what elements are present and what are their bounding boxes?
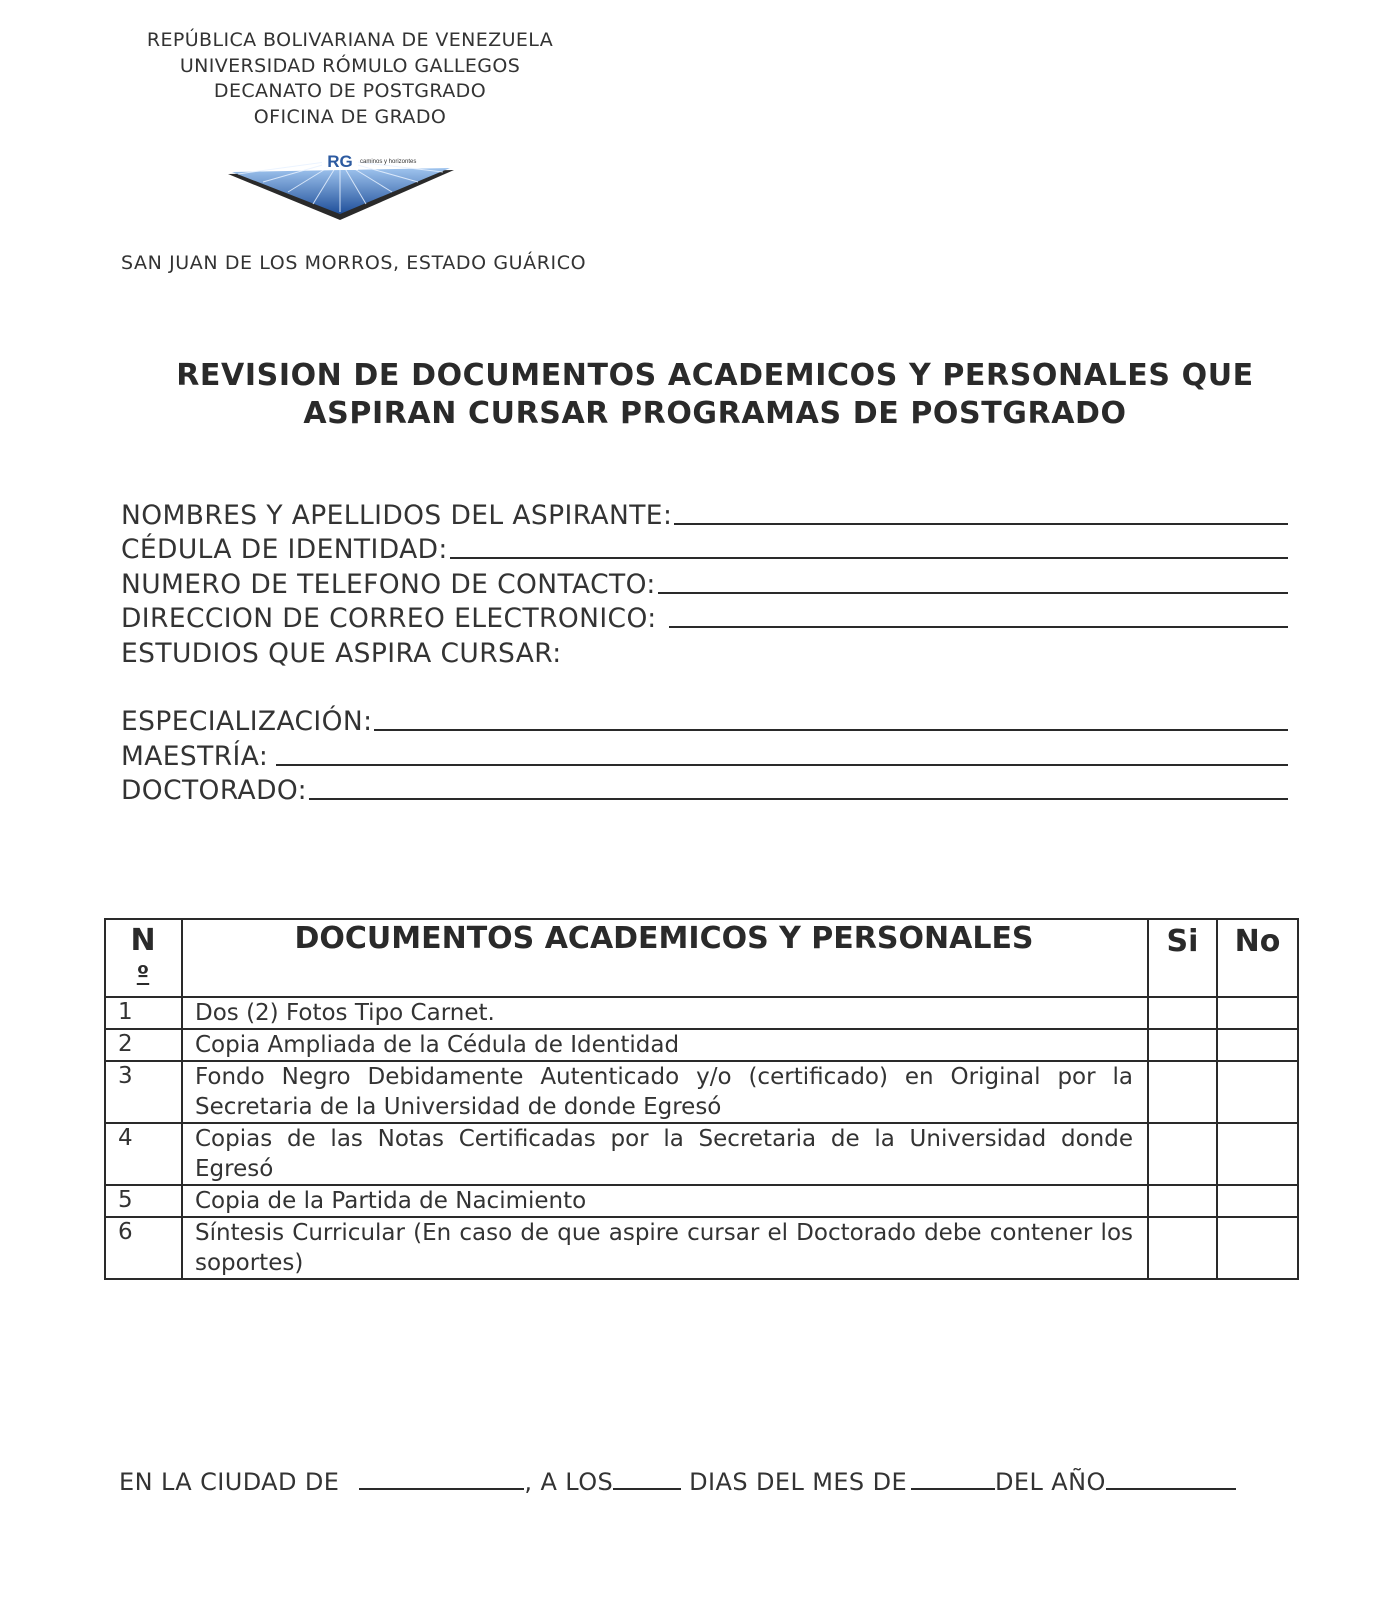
- no-checkbox-cell[interactable]: [1217, 1029, 1298, 1061]
- field-masters-blank[interactable]: [276, 764, 1288, 766]
- footer-days-label: , A LOS: [524, 1468, 614, 1496]
- field-id-label: CÉDULA DE IDENTIDAD:: [121, 534, 448, 565]
- col-yes-header: Si: [1148, 919, 1217, 997]
- yes-checkbox-cell[interactable]: [1148, 1217, 1217, 1279]
- field-specialization-blank[interactable]: [374, 729, 1288, 731]
- field-phone-label: NUMERO DE TELEFONO DE CONTACTO:: [121, 568, 656, 600]
- footer-city-blank[interactable]: [359, 1466, 524, 1490]
- row-number: 2: [105, 1029, 182, 1061]
- no-checkbox-cell[interactable]: [1217, 997, 1298, 1029]
- no-checkbox-cell[interactable]: [1217, 1123, 1298, 1185]
- title-line-2: ASPIRAN CURSAR PROGRAMAS DE POSTGRADO: [303, 396, 1127, 431]
- date-place-line: [119, 1466, 1236, 1496]
- header-line-office: OFICINA DE GRADO: [253, 105, 447, 128]
- row-document: Fondo Negro Debidamente Autenticado y/o (certificado) en Original por la Secretaria de la Universidad de donde Egresó: [182, 1061, 1148, 1123]
- col-no-header: No: [1217, 919, 1298, 997]
- page-title: [150, 357, 1280, 433]
- row-number: 3: [105, 1061, 182, 1123]
- footer-year-label: DEL AÑO: [995, 1468, 1106, 1496]
- title-line-1: REVISION DE DOCUMENTOS ACADEMICOS Y PERSONALES QUE: [176, 358, 1254, 393]
- row-document: Copia Ampliada de la Cédula de Identidad: [182, 1029, 1148, 1061]
- field-masters: [121, 737, 1288, 772]
- table-row: [105, 997, 1298, 1029]
- field-doctorate: [121, 772, 1288, 807]
- row-number: 4: [105, 1123, 182, 1185]
- field-doctorate-label: DOCTORADO:: [121, 775, 308, 806]
- documents-table: [104, 918, 1299, 1280]
- field-name-blank[interactable]: [674, 523, 1288, 525]
- header-line-university: UNIVERSIDAD RÓMULO GALLEGOS: [179, 54, 521, 77]
- footer-city-label: EN LA CIUDAD DE: [119, 1468, 340, 1496]
- row-document: Dos (2) Fotos Tipo Carnet.: [182, 997, 1148, 1029]
- yes-checkbox-cell[interactable]: [1148, 1185, 1217, 1217]
- row-number: 1: [105, 997, 182, 1029]
- row-document: Copias de las Notas Certificadas por la Secretaria de la Universidad donde Egresó: [182, 1123, 1148, 1185]
- svg-text:RG: RG: [327, 152, 353, 171]
- documents-table-header: [105, 919, 1298, 997]
- row-number: 6: [105, 1217, 182, 1279]
- no-checkbox-cell[interactable]: [1217, 1217, 1298, 1279]
- field-id-blank[interactable]: [450, 557, 1288, 559]
- table-row: [105, 1061, 1298, 1123]
- table-row: [105, 1123, 1298, 1185]
- svg-text:caminos y horizontes: caminos y horizontes: [360, 159, 417, 165]
- field-name-label: NOMBRES Y APELLIDOS DEL ASPIRANTE:: [121, 499, 673, 531]
- field-doctorate-blank[interactable]: [309, 798, 1288, 800]
- header-line-country: REPÚBLICA BOLIVARIANA DE VENEZUELA: [146, 29, 554, 51]
- row-number: 5: [105, 1185, 182, 1217]
- row-document: Síntesis Curricular (En caso de que aspire cursar el Doctorado debe contener los soportes): [182, 1217, 1148, 1279]
- field-email-label: DIRECCION DE CORREO ELECTRONICO:: [121, 603, 657, 634]
- field-id: [121, 531, 1288, 566]
- field-studies: [121, 634, 1288, 669]
- field-phone-blank[interactable]: [658, 592, 1288, 594]
- university-logo: [228, 152, 454, 224]
- footer-month-label: DIAS DEL MES DE: [689, 1468, 908, 1496]
- yes-checkbox-cell[interactable]: [1148, 1029, 1217, 1061]
- field-name: [121, 496, 1288, 531]
- field-email: [121, 600, 1288, 635]
- col-document-header: DOCUMENTOS ACADEMICOS Y PERSONALES: [182, 919, 1148, 997]
- applicant-fields: [121, 496, 1288, 806]
- field-masters-label: MAESTRÍA:: [121, 740, 269, 772]
- city-state: SAN JUAN DE LOS MORROS, ESTADO GUÁRICO: [121, 252, 587, 274]
- table-row: [105, 1185, 1298, 1217]
- no-checkbox-cell[interactable]: [1217, 1185, 1298, 1217]
- yes-checkbox-cell[interactable]: [1148, 1061, 1217, 1123]
- row-document: Copia de la Partida de Nacimiento: [182, 1185, 1148, 1217]
- footer-month-blank[interactable]: [911, 1466, 995, 1490]
- field-specialization: [121, 703, 1288, 738]
- yes-checkbox-cell[interactable]: [1148, 997, 1217, 1029]
- table-row: [105, 1029, 1298, 1061]
- institution-header: [110, 28, 590, 130]
- field-email-blank[interactable]: [669, 626, 1288, 628]
- header-line-deanery: DECANATO DE POSTGRADO: [213, 80, 487, 102]
- footer-year-blank[interactable]: [1106, 1466, 1236, 1490]
- footer-days-blank[interactable]: [613, 1466, 681, 1490]
- field-phone: [121, 565, 1288, 600]
- field-studies-label: ESTUDIOS QUE ASPIRA CURSAR:: [121, 637, 562, 669]
- no-checkbox-cell[interactable]: [1217, 1061, 1298, 1123]
- table-row: [105, 1217, 1298, 1279]
- yes-checkbox-cell[interactable]: [1148, 1123, 1217, 1185]
- col-number-header: N º: [105, 919, 182, 997]
- field-specialization-label: ESPECIALIZACIÓN:: [121, 706, 373, 737]
